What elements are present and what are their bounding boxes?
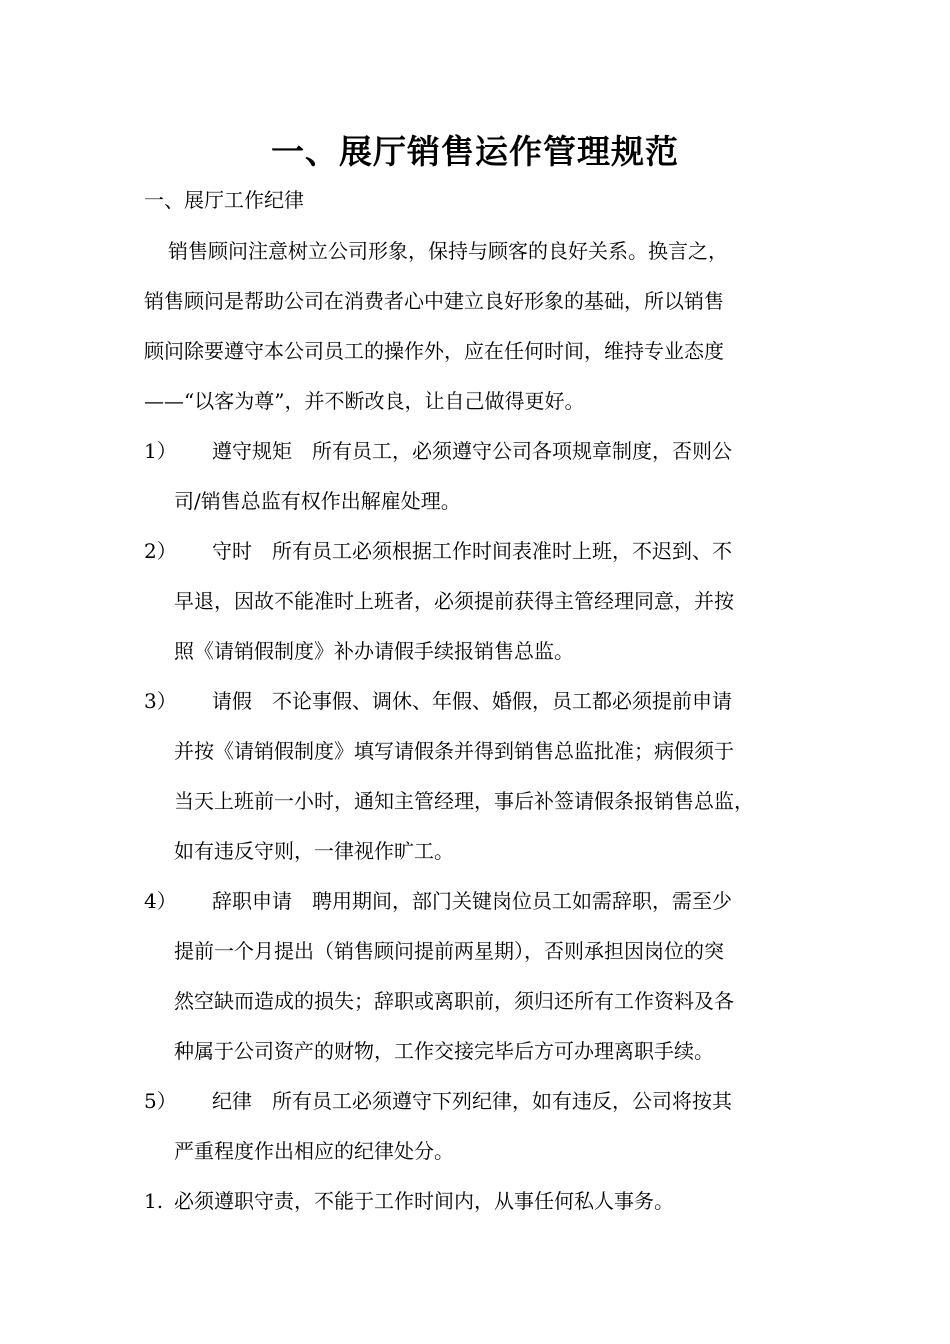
intro-line: 销售顾问注意树立公司形象，保持与顾客的良好关系。换言之， xyxy=(168,239,728,263)
intro-line: 销售顾问是帮助公司在消费者心中建立良好形象的基础，所以销售 xyxy=(144,289,724,313)
rule-line: 如有违反守则，一律视作旷工。 xyxy=(174,839,454,863)
document-title: 一、展厅销售运作管理规范 xyxy=(271,132,679,171)
rule-line: 请假 不论事假、调休、年假、婚假，员工都必须提前申请 xyxy=(212,689,732,713)
rule-line: 照《请销假制度》补办请假手续报销售总监。 xyxy=(174,639,574,663)
rule-number: 1） xyxy=(144,439,177,463)
rule-line: 然空缺而造成的损失；辞职或离职前，须归还所有工作资料及各 xyxy=(174,989,734,1013)
rule-line: 种属于公司资产的财物，工作交接完毕后方可办理离职手续。 xyxy=(174,1039,714,1063)
rule-line: 严重程度作出相应的纪律处分。 xyxy=(174,1139,454,1163)
section-heading: 一、展厅工作纪律 xyxy=(144,188,304,212)
sub-item-text: 必须遵职守责，不能于工作时间内，从事任何私人事务。 xyxy=(174,1189,674,1213)
rule-line: 并按《请销假制度》填写请假条并得到销售总监批准；病假须于 xyxy=(174,739,734,763)
rule-number: 5） xyxy=(144,1089,177,1113)
rule-line: 纪律 所有员工必须遵守下列纪律，如有违反，公司将按其 xyxy=(212,1089,732,1113)
sub-item-number: 1. xyxy=(144,1189,164,1213)
rule-line: 司/销售总监有权作出解雇处理。 xyxy=(174,489,461,513)
intro-line: 顾问除要遵守本公司员工的操作外，应在任何时间，维持专业态度 xyxy=(144,339,724,363)
rule-number: 2） xyxy=(144,539,177,563)
rule-line: 守时 所有员工必须根据工作时间表准时上班，不迟到、不 xyxy=(212,539,732,563)
rule-line: 辞职申请 聘用期间，部门关键岗位员工如需辞职，需至少 xyxy=(212,889,732,913)
rule-number: 3） xyxy=(144,689,177,713)
rule-line: 当天上班前一小时，通知主管经理，事后补签请假条报销售总监， xyxy=(174,789,754,813)
intro-line: ——“以客为尊”，并不断改良，让自己做得更好。 xyxy=(144,389,585,413)
rule-number: 4） xyxy=(144,889,177,913)
rule-line: 提前一个月提出（销售顾问提前两星期），否则承担因岗位的突 xyxy=(174,939,724,963)
rule-line: 早退，因故不能准时上班者，必须提前获得主管经理同意，并按 xyxy=(174,589,734,613)
rule-line: 遵守规矩 所有员工，必须遵守公司各项规章制度，否则公 xyxy=(212,439,732,463)
